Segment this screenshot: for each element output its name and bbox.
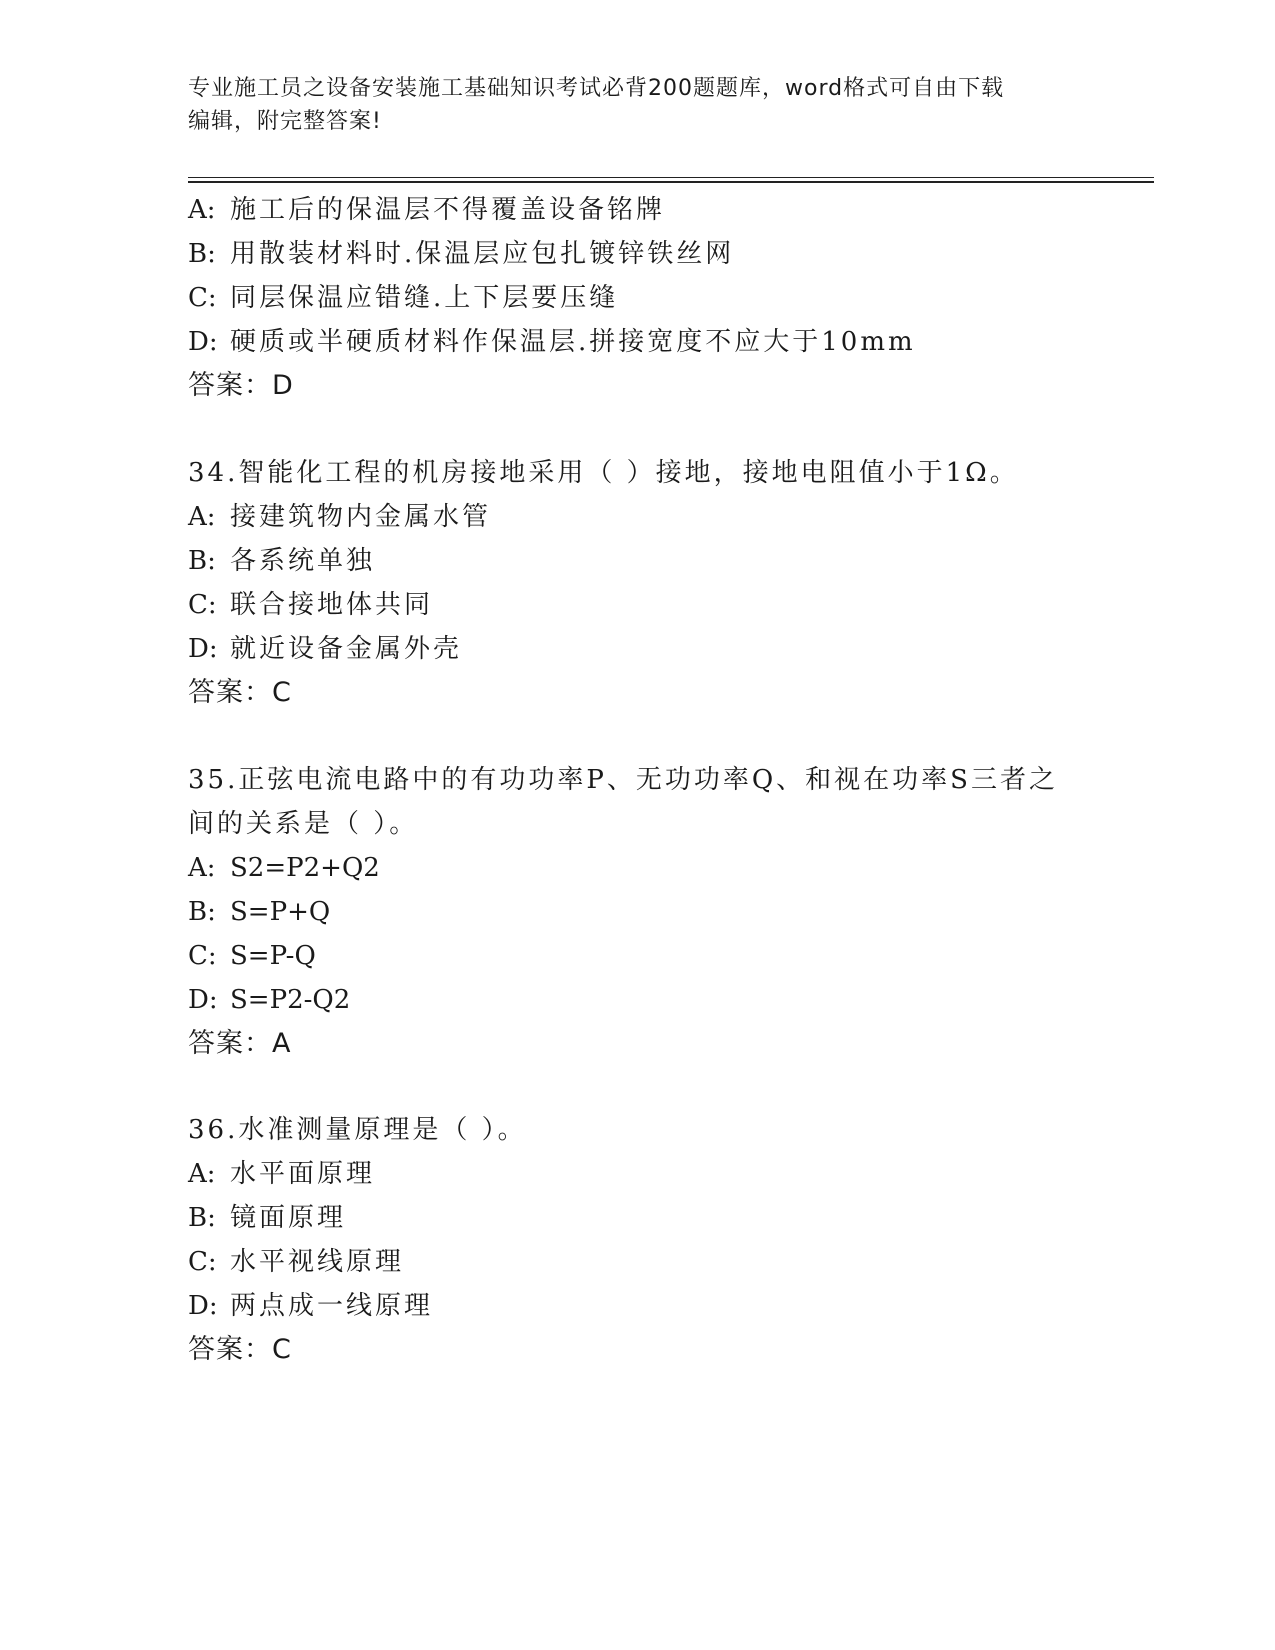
option-text: 硬质或半硬质材料作保温层.拼接宽度不应大于10mm (230, 327, 916, 357)
option-text: 联合接地体共同 (230, 590, 434, 620)
option-text: 就近设备金属外壳 (230, 634, 463, 664)
option-key: A: (188, 502, 216, 532)
option-key: B: (188, 239, 216, 269)
q36-option-b (188, 1201, 346, 1235)
q34-option-a (188, 500, 491, 534)
q34-option-d (188, 632, 462, 666)
option-key: D: (188, 327, 218, 357)
option-key: D: (188, 634, 218, 664)
header-title-line-1: 专业施工员之设备安装施工基础知识考试必背200题题库，word格式可自由下载 (188, 76, 1005, 101)
q34-answer: 答案：C (188, 677, 292, 708)
q35-option-a (188, 851, 380, 885)
option-text: 同层保温应错缝.上下层要压缝 (230, 283, 619, 313)
q35-option-c (188, 939, 316, 973)
option-text: 两点成一线原理 (230, 1291, 434, 1321)
q35-option-d (188, 983, 350, 1017)
q33-option-a (188, 193, 665, 227)
option-text: 接建筑物内金属水管 (230, 502, 492, 532)
option-text: 用散装材料时.保温层应包扎镀锌铁丝网 (230, 239, 735, 269)
option-key: B: (188, 546, 216, 576)
q36-option-d (188, 1289, 433, 1323)
q36-option-a (188, 1157, 375, 1191)
q33-answer: 答案：D (188, 370, 294, 401)
option-key: C: (188, 590, 217, 620)
option-text: 各系统单独 (230, 546, 376, 576)
option-text: S=P2-Q2 (230, 985, 351, 1015)
option-key: B: (188, 1203, 216, 1233)
q35-option-b (188, 895, 330, 929)
option-key: D: (188, 985, 218, 1015)
option-key: C: (188, 1247, 217, 1277)
q35-stem-line-1: 35.正弦电流电路中的有功功率P、无功功率Q、和视在功率S三者之 (188, 765, 1058, 795)
header-title-line-2: 编辑，附完整答案! (188, 109, 382, 134)
q34-stem: 34.智能化工程的机房接地采用（ ）接地，接地电阻值小于1Ω。 (188, 458, 1019, 488)
q35-answer: 答案：A (188, 1028, 292, 1059)
option-key: D: (188, 1291, 218, 1321)
q35-stem-line-2: 间的关系是（ ）。 (188, 809, 419, 839)
header-divider-thick (188, 181, 1154, 183)
option-text: S=P-Q (230, 941, 316, 971)
q33-option-b (188, 237, 734, 271)
q34-option-b (188, 544, 375, 578)
document-header (188, 72, 1068, 138)
option-key: A: (188, 195, 216, 225)
option-key: B: (188, 897, 216, 927)
option-text: 水平面原理 (230, 1159, 376, 1189)
q36-stem: 36.水准测量原理是（ ）。 (188, 1115, 527, 1145)
option-text: 施工后的保温层不得覆盖设备铭牌 (230, 195, 666, 225)
option-text: 水平视线原理 (230, 1247, 405, 1277)
q36-answer: 答案：C (188, 1334, 292, 1365)
header-divider-thin (188, 177, 1154, 178)
option-text: S2=P2+Q2 (230, 853, 380, 883)
q33-option-c (188, 281, 618, 315)
option-key: C: (188, 941, 217, 971)
q34-option-c (188, 588, 433, 622)
option-key: A: (188, 853, 216, 883)
option-text: 镜面原理 (230, 1203, 347, 1233)
option-key: A: (188, 1159, 216, 1189)
option-text: S=P+Q (230, 897, 331, 927)
option-key: C: (188, 283, 217, 313)
q33-option-d (188, 325, 916, 359)
q36-option-c (188, 1245, 404, 1279)
